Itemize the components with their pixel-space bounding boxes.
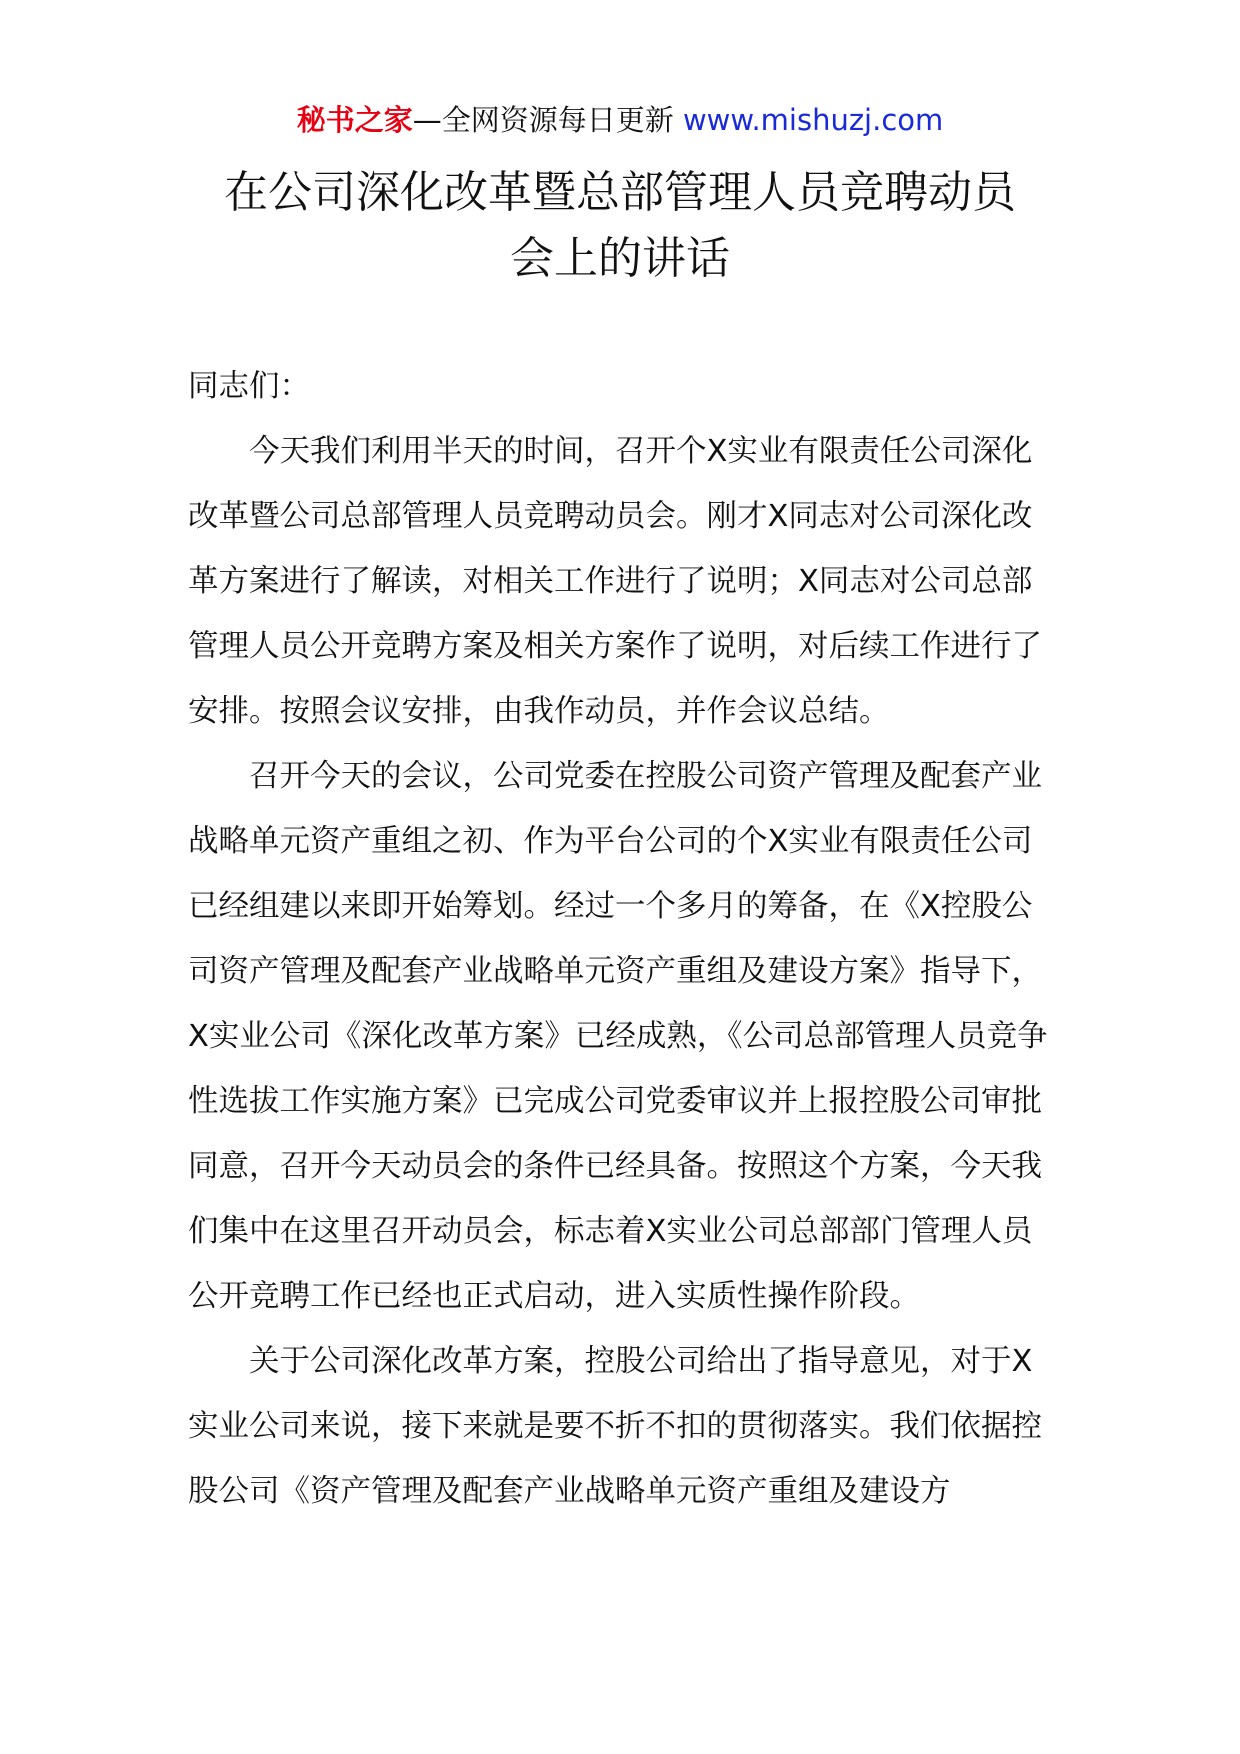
site-url-link[interactable]: www.mishuzj.com <box>682 103 944 137</box>
document-body <box>188 354 1060 1524</box>
site-header <box>0 100 1240 140</box>
document-title-line-2: 会上的讲话 <box>510 233 730 284</box>
paragraph-2: 召开今天的会议，公司党委在控股公司资产管理及配套产业战略单元资产重组之初、作为平台公司的个X实业有限责任公司已经组建以来即开始筹划。经过一个多月的筹备，在《X控股公司资产管理及配套产业战略单元资产重组及建设方案》指导下，X实业公司《深化改革方案》已经成熟，《公司总部管理人员竞争性选拔工作实施方案》已完成公司党委审议并上报控股公司审批同意，召开今天动员会的条件已经具备。按照这个方案，今天我们集中在这里召开动员会，标志着X实业公司总部部门管理人员公开竞聘工作已经也正式启动，进入实质性操作阶段。 <box>188 759 1048 1314</box>
paragraph-3: 关于公司深化改革方案，控股公司给出了指导意见，对于X实业公司来说，接下来就是要不折不扣的贯彻落实。我们依据控股公司《资产管理及配套产业战略单元资产重组及建设方 <box>188 1344 1042 1509</box>
site-slogan: —全网资源每日更新 <box>412 103 674 137</box>
document-title-line-1: 在公司深化改革暨总部管理人员竞聘动员 <box>224 167 1016 218</box>
site-brand: 秘书之家 <box>296 103 413 137</box>
document-title <box>190 160 1050 292</box>
paragraph-1: 今天我们利用半天的时间，召开个X实业有限责任公司深化改革暨公司总部管理人员竞聘动员会。刚才X同志对公司深化改革方案进行了解读，对相关工作进行了说明；X同志对公司总部管理人员公开竞聘方案及相关方案作了说明，对后续工作进行了安排。按照会议安排，由我作动员，并作会议总结。 <box>188 434 1042 729</box>
greeting: 同志们： <box>188 369 310 404</box>
